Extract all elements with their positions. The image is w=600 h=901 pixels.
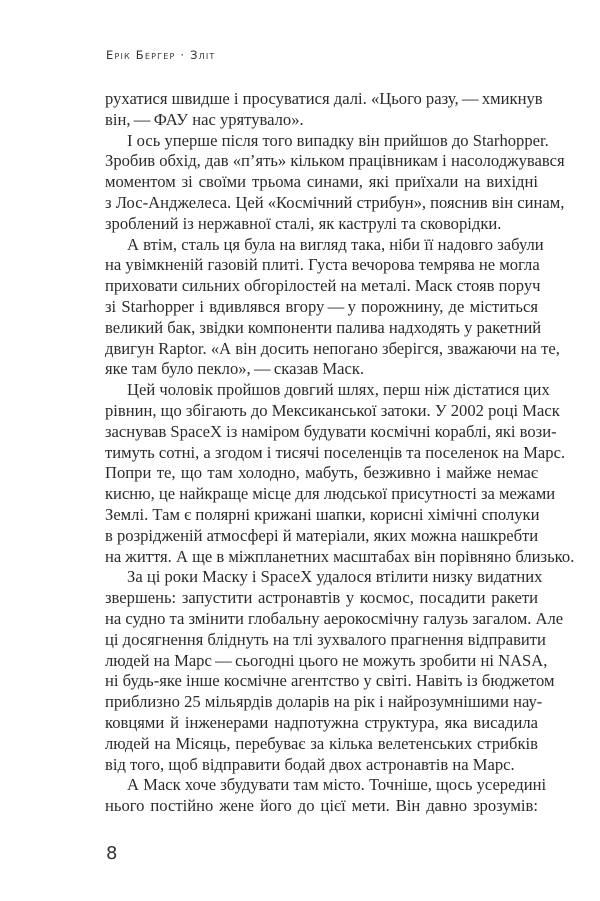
text-line: Землі. Там є полярні крижані шапки, корисні хімічні сполуки	[105, 504, 540, 524]
text-line: він, — ФАУ нас урятувало».	[105, 109, 304, 129]
text-line: на судно та змінити глобальну аерокосмічну галузь загалом. Але	[105, 608, 564, 628]
text-line: рухатися швидше і просуватися далі. «Цього разу, — хмикнув	[105, 89, 543, 108]
page-body-text	[105, 89, 575, 817]
text-line: рівнин, що збігають до Мексиканської затоки. У 2002 році Маск	[105, 400, 560, 420]
text-line: За ці роки Маску і SpaceX удалося втілити низку видатних	[127, 567, 543, 587]
text-line: А втім, сталь ця була на вигляд така, ніби її надовго забули	[127, 234, 544, 254]
paragraph	[105, 775, 547, 817]
text-line: Цей чоловік пройшов довгий шлях, перш ніж дістатися цих	[127, 380, 550, 400]
text-line: людей на Місяць, перебуває за кілька велетенських стрибків	[105, 733, 538, 753]
text-line: приховати сильних обгорілостей на металі. Маск стояв поруч	[105, 276, 541, 296]
text-line: від того, щоб відправити бодай двох астронавтів на Марс.	[105, 754, 515, 774]
text-line: ці досягнення бліднуть на тлі зухвалого прагнення відправити	[105, 629, 546, 649]
text-line: Зробив обхід, дав «п’ять» кільком працівникам і насолоджувався	[105, 151, 565, 171]
text-line: нього постійно жене його до цієї мети. Він давно зрозумів:	[105, 796, 538, 816]
text-line: ковцями й інженерами надпотужна структура, яка висадила	[105, 712, 538, 732]
text-line: двигун Raptor. «А він досить непогано зберігся, зважаючи на те,	[105, 338, 560, 358]
text-line: звершень: запустити астронавтів у космос, посадити ракети	[105, 588, 538, 608]
text-line: зі Starhopper і вдивлявся вгору — у порожнину, де міститься	[105, 296, 538, 316]
text-line: яке там було пекло», — сказав Маск.	[105, 359, 365, 379]
running-header: Ерік Бергер · Зліт	[106, 48, 216, 62]
paragraph	[105, 130, 565, 235]
text-line: І ось уперше після того випадку він прийшов до Starhopper.	[127, 130, 549, 150]
paragraph	[105, 567, 564, 775]
text-line: людей на Марс — сьогодні цього не можуть зробити ні NASA,	[105, 650, 548, 670]
text-line: Попри те, що там холодно, мабуть, безживно і майже немає	[105, 463, 538, 483]
text-line: на увімкненій газовій плиті. Густа вечорова темрява не могла	[105, 255, 540, 275]
text-line: ні будь-яке інше космічне агентство у світі. Навіть із бюджетом	[105, 671, 555, 691]
paragraph	[105, 380, 575, 567]
text-line: приблизно 25 мільярдів доларів на рік і найрозумнішими нау-	[105, 692, 543, 712]
text-line: в розрідженій атмосфері й матеріали, яких можна нашкребти	[105, 525, 539, 545]
page-number: 8	[106, 843, 118, 864]
text-line: на життя. А ще в міжпланетних масштабах він порівняно близько.	[105, 546, 575, 566]
paragraph	[105, 234, 560, 381]
text-line: кисню, це найкраще місце для людської присутності за межами	[105, 484, 556, 504]
text-line: тимуть сотні, а згодом і тисячі поселенців та поселенок на Марс.	[105, 442, 566, 462]
text-line: заснував SpaceX із наміром будувати космічні кораблі, які вози-	[105, 421, 557, 441]
text-line: моментом зі своїми трьома синами, які приїхали на вихідні	[105, 172, 538, 192]
text-line: з Лос-Анджелеса. Цей «Космічний стрибун», пояснив він синам,	[105, 192, 565, 212]
text-line: А Маск хоче збудувати там місто. Точніше, щось усередині	[127, 775, 547, 795]
paragraph	[105, 89, 543, 131]
text-line: великий бак, звідки компоненти палива надходять у ракетний	[105, 317, 542, 337]
text-line: зроблений із нержавної сталі, як каструлі та сковорідки.	[105, 213, 502, 233]
